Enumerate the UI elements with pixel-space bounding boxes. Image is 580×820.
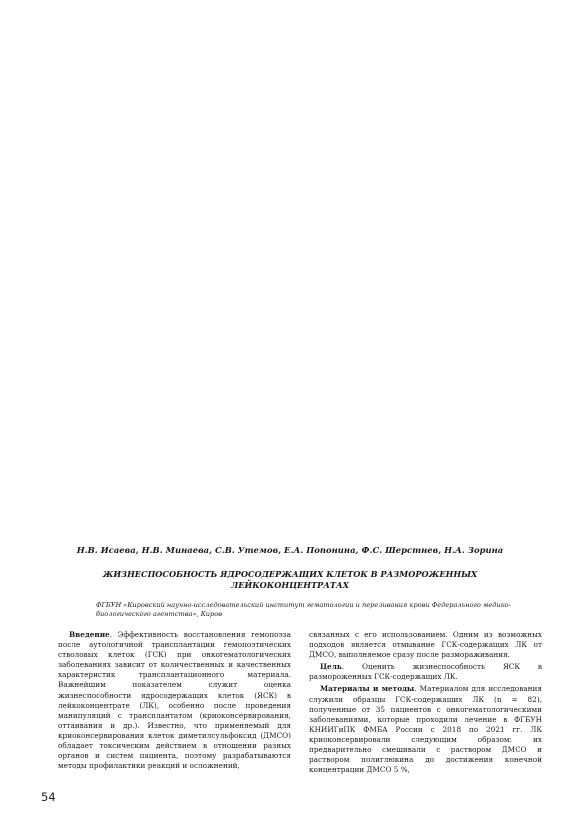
- methods-text: . Материалом для исследования служили образцы ГСК-содержащих ЛК (n = 82), полученные от 35 пациентов с онкогематологическими заболеваниями, которые проходили лечение в ФГБУН КНИИГиПК ФМБА России с 2018 по 2021 гг. ЛК криоконсервировали следующим образом: их предварительно смешивали с раствором ДМСО и раствором полиглюкина до достижения конечной концентрации ДМСО 5 %,: [309, 684, 542, 775]
- aim-paragraph: [309, 662, 542, 682]
- introduction-text: . Эффективность восстановления гемопоэза после аутологичной трансплантации гемопоэтических стволовых клеток (ГСК) при онкогематологических заболеваниях зависит от количественных и качественных характеристик трансплантационного материала. Важнейшим показателем служит оценка жизнеспособности ядросодержащих клеток (ЯСК) в лейкоконцентрате (ЛК), особенно после проведения манипуляций с трансплантатом (криоконсервирования, оттаивания и др.). Известно, что применяемый для криоконсервирования клеток диметилсульфоксид (ДМСО) обладает токсическим действием в отношении разных органов и систем пациента, поэтому разрабатываются методы профилактики реакций и осложнений,: [58, 630, 291, 771]
- right-column: [309, 630, 542, 775]
- introduction-label: Введение: [69, 630, 110, 639]
- title-line-2: ЛЕЙКОКОНЦЕНТРАТАХ: [230, 579, 350, 590]
- methods-paragraph: [309, 684, 542, 775]
- title-line-1: ЖИЗНЕСПОСОБНОСТЬ ЯДРОСОДЕРЖАЩИХ КЛЕТОК В РАЗМОРОЖЕННЫХ: [102, 569, 478, 579]
- article-authors: Н.В. Исаева, Н.В. Минаева, С.В. Утемов, Е.А. Попонина, Ф.С. Шерстнев, Н.А. Зорина: [76, 545, 504, 555]
- article-title: [40, 569, 540, 590]
- continuation-paragraph: связанных с его использованием. Одним из возможных подходов является отмывание ГСК-содержащих ЛК от ДМСО, выполняемое сразу после размораживания.: [309, 630, 542, 660]
- page-number: 54: [41, 790, 56, 804]
- left-column: [58, 630, 291, 771]
- methods-label: Материалы и методы: [320, 684, 415, 694]
- aim-text: . Оценить жизнеспособность ЯСК в размороженных ГСК-содержащих ЛК.: [309, 662, 542, 682]
- introduction-paragraph: [58, 630, 291, 771]
- aim-label: Цель: [320, 662, 342, 672]
- author-affiliation: ФГБУН «Кировский научно-исследовательский институт гематологии и переливания крови Федерального медико-биологического агентства», Киров: [96, 601, 511, 619]
